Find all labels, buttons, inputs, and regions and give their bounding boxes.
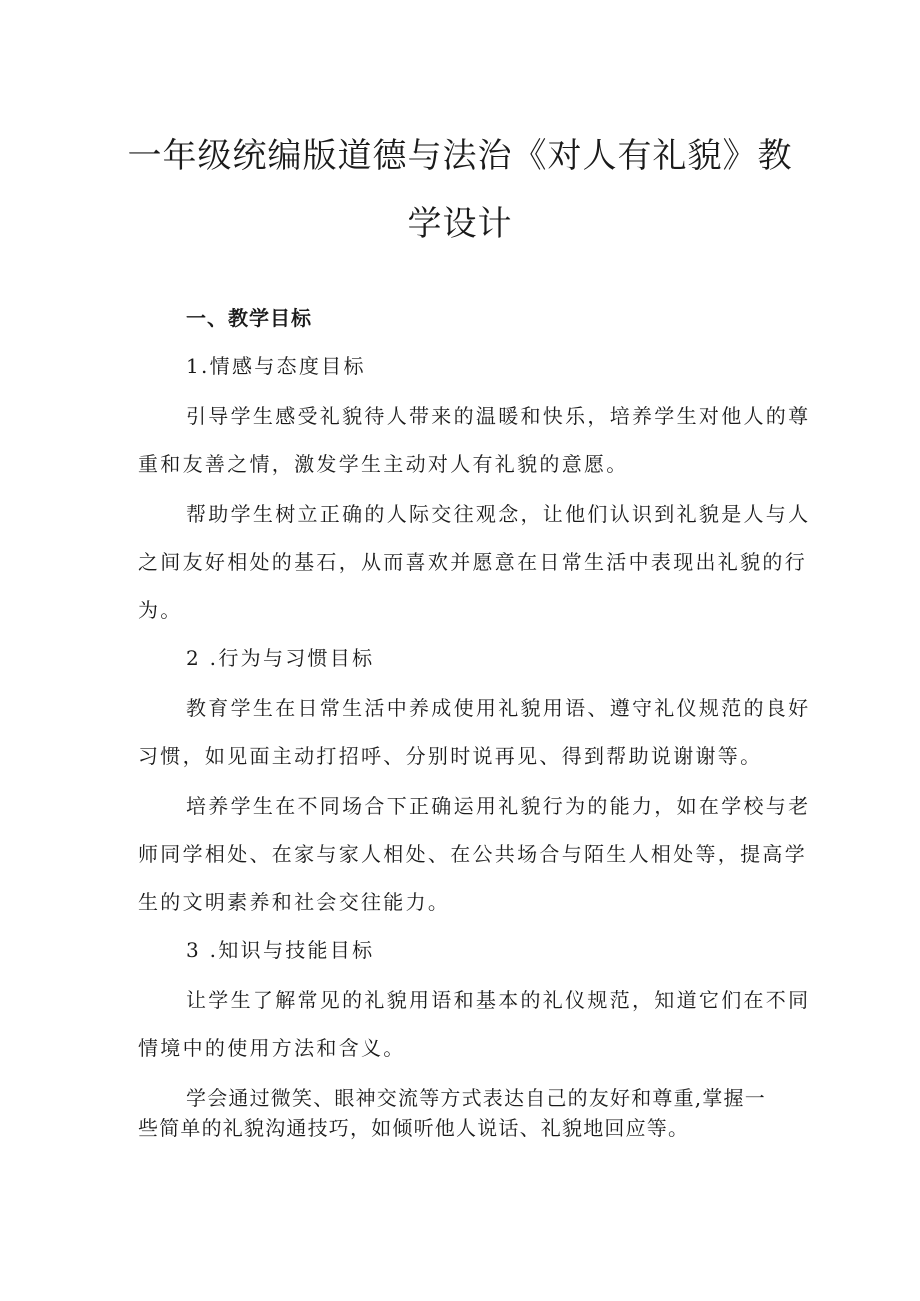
section-heading-teaching-objectives: 一、教学目标: [186, 306, 312, 330]
paragraph-line: 学会通过微笑、眼神交流等方式表达自己的友好和尊重,掌握一: [186, 1086, 766, 1110]
paragraph-line: 教育学生在日常生活中养成使用礼貌用语、遵守礼仪规范的良好: [186, 696, 811, 720]
paragraph-line: 让学生了解常见的礼貌用语和基本的礼仪规范，知道它们在不同: [186, 988, 811, 1012]
paragraph-line: 帮助学生树立正确的人际交往观念，让他们认识到礼貌是人与人: [186, 502, 811, 526]
subheading-behavior-habit: 2 .行为与习惯目标: [186, 646, 375, 670]
paragraph-line: 些简单的礼貌沟通技巧，如倾听他人说话、礼貌地回应等。: [138, 1116, 690, 1140]
subheading-knowledge-skill: 3 .知识与技能目标: [186, 938, 375, 962]
paragraph-line: 重和友善之情，激发学生主动对人有礼貌的意愿。: [138, 452, 629, 476]
paragraph-line: 为。: [138, 598, 183, 622]
paragraph-line: 习惯，如见面主动打招呼、分别时说再见、得到帮助说谢谢等。: [138, 744, 763, 768]
subheading-emotion-attitude: 1.情感与态度目标: [186, 354, 366, 378]
document-title-line-1: 一年级统编版道德与法治《对人有礼貌》教: [127, 136, 793, 176]
paragraph-line: 引导学生感受礼貌待人带来的温暖和快乐，培养学生对他人的尊: [186, 404, 811, 428]
paragraph-line: 之间友好相处的基石，从而喜欢并愿意在日常生活中表现出礼貌的行: [138, 550, 807, 574]
paragraph-line: 培养学生在不同场合下正确运用礼貌行为的能力，如在学校与老: [186, 794, 811, 818]
paragraph-line: 情境中的使用方法和含义。: [138, 1036, 406, 1060]
paragraph-line: 师同学相处、在家与家人相处、在公共场合与陌生人相处等，提高学: [138, 842, 807, 866]
paragraph-line: 生的文明素养和社会交往能力。: [138, 890, 451, 914]
document-title-line-2: 学设计: [407, 204, 513, 244]
